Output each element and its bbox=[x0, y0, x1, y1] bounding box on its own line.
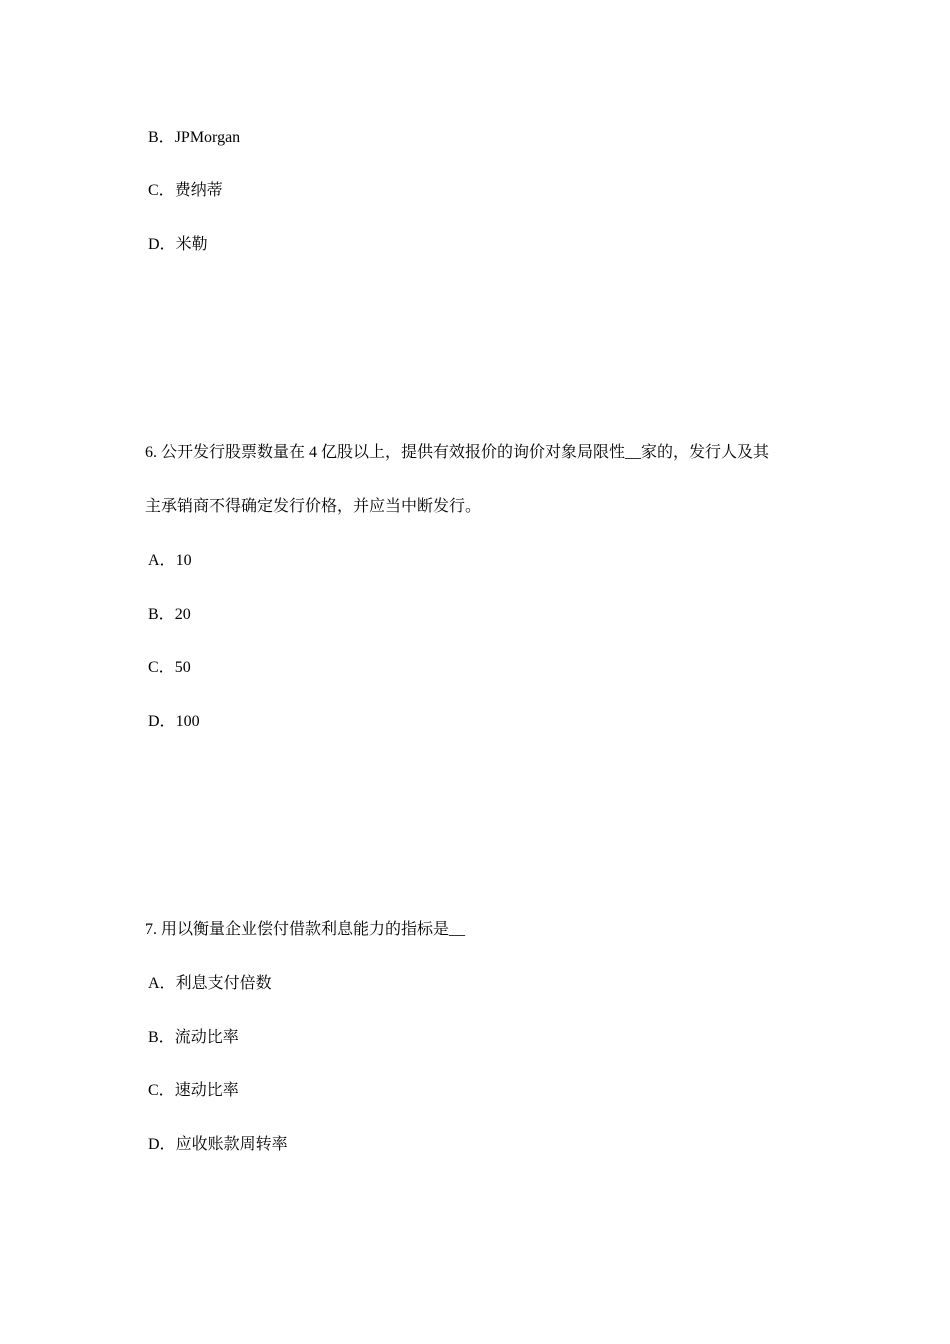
option-text: 流动比率 bbox=[174, 1029, 239, 1046]
option-letter: B． bbox=[148, 1029, 175, 1046]
option-text: 50 bbox=[174, 659, 191, 676]
q6-option-c bbox=[148, 658, 191, 678]
option-text: 100 bbox=[175, 713, 200, 730]
option-letter: C． bbox=[148, 182, 175, 199]
q6-stem-line2: 主承销商不得确定发行价格，并应当中断发行。 bbox=[145, 498, 482, 515]
option-text: 速动比率 bbox=[174, 1082, 239, 1099]
option-text: 20 bbox=[174, 606, 191, 623]
q6-option-b bbox=[148, 605, 191, 625]
q7-option-a bbox=[148, 974, 272, 994]
q5-option-d bbox=[148, 235, 208, 255]
option-letter: C． bbox=[148, 659, 175, 676]
option-text: 费纳蒂 bbox=[174, 182, 223, 199]
option-letter: D． bbox=[148, 236, 176, 253]
option-letter: A． bbox=[148, 975, 176, 992]
option-letter: B． bbox=[148, 129, 175, 146]
q7-option-c bbox=[148, 1081, 239, 1101]
q7-option-d bbox=[148, 1135, 288, 1155]
option-letter: C． bbox=[148, 1082, 175, 1099]
option-letter: B． bbox=[148, 606, 175, 623]
option-text: 应收账款周转率 bbox=[175, 1136, 288, 1153]
q7-stem: 7. 用以衡量企业偿付借款利息能力的指标是__ bbox=[145, 921, 466, 938]
option-text: 利息支付倍数 bbox=[175, 975, 272, 992]
option-text: JPMorgan bbox=[174, 129, 241, 146]
option-letter: A． bbox=[148, 552, 176, 569]
option-text: 10 bbox=[175, 552, 192, 569]
q6-option-d bbox=[148, 712, 200, 732]
q5-option-c bbox=[148, 181, 223, 201]
q6-stem-line1: 6. 公开发行股票数量在 4 亿股以上，提供有效报价的询价对象局限性__家的，发行人及其 bbox=[145, 444, 770, 461]
option-letter: D． bbox=[148, 713, 176, 730]
q5-option-b bbox=[148, 128, 240, 148]
q6-option-a bbox=[148, 551, 192, 571]
option-letter: D． bbox=[148, 1136, 176, 1153]
q7-option-b bbox=[148, 1028, 239, 1048]
option-text: 米勒 bbox=[175, 236, 208, 253]
